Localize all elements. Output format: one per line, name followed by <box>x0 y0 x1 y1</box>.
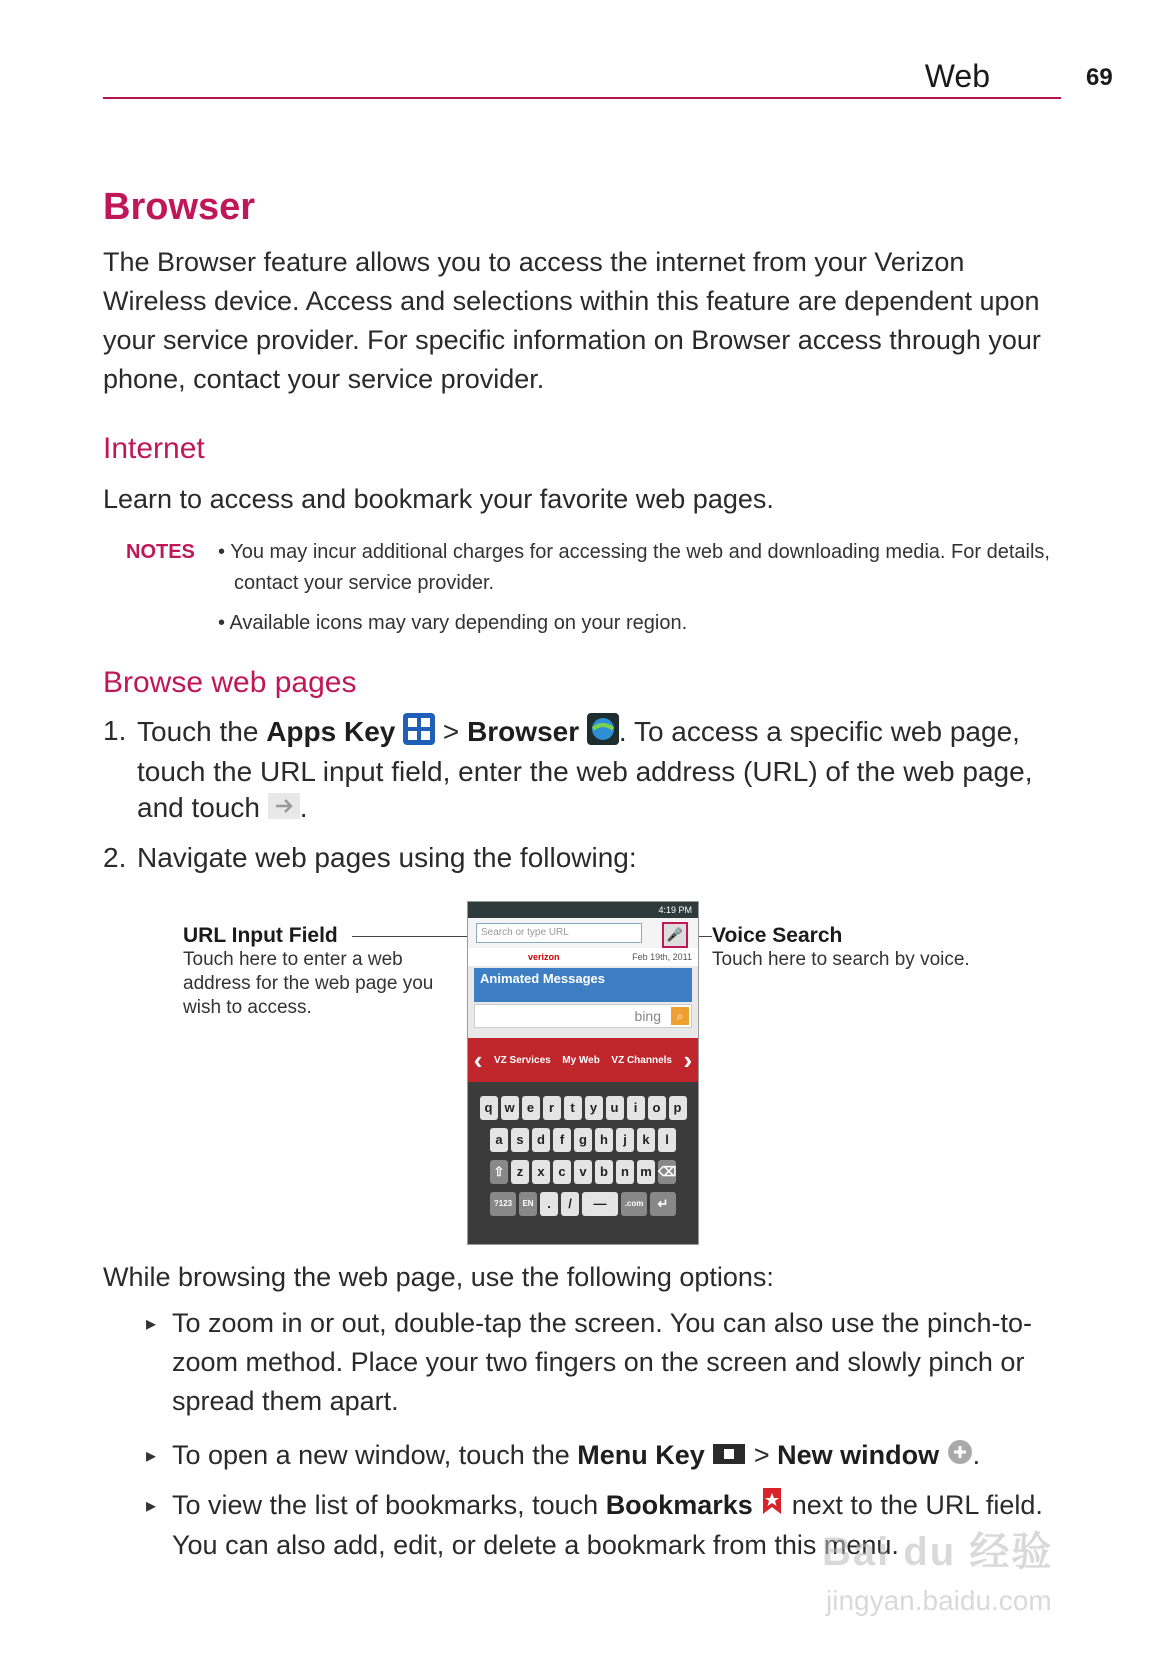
step-2-number: 2. <box>103 842 127 873</box>
note-item-2: • Available icons may vary depending on your region. <box>218 612 688 634</box>
step-1-text <box>137 713 1067 828</box>
portal-tab[interactable]: VZ Channels <box>611 1054 672 1066</box>
key[interactable]: p <box>669 1096 687 1120</box>
header-rule <box>103 97 1061 99</box>
voice-callout-text: Touch here to search by voice. <box>712 949 970 970</box>
key[interactable]: y <box>585 1096 603 1120</box>
key[interactable]: n <box>616 1160 634 1184</box>
options-lead: While browsing the web page, use the following options: <box>103 1262 774 1292</box>
bullet-arrow-icon: ▸ <box>146 1445 157 1467</box>
key[interactable]: j <box>616 1128 634 1152</box>
bookmarks-text: To view the list of bookmarks, touch <box>172 1490 606 1520</box>
new-window-text: To open a new window, touch the <box>172 1440 578 1470</box>
key[interactable]: q <box>480 1096 498 1120</box>
key[interactable]: l <box>658 1128 676 1152</box>
menu-key-label: Menu Key <box>577 1440 705 1470</box>
key[interactable]: t <box>564 1096 582 1120</box>
apps-grid-icon <box>403 713 435 754</box>
page-title: Browser <box>103 186 256 228</box>
voice-search-mic-icon[interactable]: 🎤 <box>662 922 688 948</box>
go-arrow-icon <box>268 792 300 828</box>
key[interactable]: b <box>595 1160 613 1184</box>
phone-screenshot <box>467 901 699 1245</box>
url-row <box>468 918 698 948</box>
watermark-url: jingyan.baidu.com <box>826 1585 1052 1616</box>
page-number: 69 <box>1086 64 1113 91</box>
key[interactable]: a <box>490 1128 508 1152</box>
key[interactable]: e <box>522 1096 540 1120</box>
carrier-brand: verizon <box>528 952 560 962</box>
space-key[interactable]: — <box>582 1192 618 1216</box>
step-1-end: . <box>299 792 308 823</box>
portal-tab[interactable]: My Web <box>562 1054 600 1066</box>
key[interactable]: m <box>637 1160 655 1184</box>
section-title: Web <box>924 58 990 94</box>
keyboard-row <box>470 1096 696 1120</box>
key[interactable]: z <box>511 1160 529 1184</box>
keyboard <box>468 1082 698 1245</box>
key[interactable]: u <box>606 1096 624 1120</box>
url-callout-text: Touch here to enter a web address for the web page you wish to access. <box>183 949 434 1018</box>
portal-tab[interactable]: VZ Services <box>493 1054 551 1066</box>
apps-key-label: Apps Key <box>266 715 396 747</box>
shift-key[interactable]: ⇧ <box>490 1160 508 1184</box>
keyboard-row <box>470 1192 696 1216</box>
key[interactable]: s <box>511 1128 529 1152</box>
new-window-separator: > <box>746 1440 778 1470</box>
bookmarks-rest: next to the URL field. You can also add, edit, or delete a bookmark from this menu. <box>172 1490 1043 1561</box>
browser-globe-icon <box>587 713 619 754</box>
chevron-right-icon[interactable]: › <box>683 1044 693 1075</box>
new-window-end: . <box>972 1440 981 1470</box>
step-1-rest: . To access a specific web page, touch the URL input field, enter the web address (URL) of the web page, and touch <box>137 715 1033 823</box>
watermark-logo: Bai du 经验 <box>822 1530 1054 1574</box>
key[interactable]: o <box>648 1096 666 1120</box>
key[interactable]: c <box>553 1160 571 1184</box>
carrier-row <box>468 948 698 966</box>
url-input-field[interactable]: Search or type URL <box>476 923 642 943</box>
voice-callout-title: Voice Search <box>712 924 843 947</box>
backspace-key[interactable]: ⌫ <box>658 1160 676 1184</box>
bookmark-icon <box>760 1487 784 1526</box>
new-window-option <box>172 1436 1072 1476</box>
chevron-left-icon[interactable]: ‹ <box>473 1044 483 1075</box>
keyboard-row <box>470 1128 696 1152</box>
zoom-option: To zoom in or out, double-tap the screen. You can also use the pinch-to-zoom method. Place your two fingers on the screen and slowly pinch or spread them apart. <box>172 1308 1033 1416</box>
enter-key[interactable]: ↵ <box>650 1192 676 1216</box>
search-go-icon[interactable]: ⌕ <box>671 1007 689 1025</box>
symbols-key[interactable]: ?123 <box>490 1192 516 1216</box>
browser-label: Browser <box>467 715 580 747</box>
key[interactable]: . <box>540 1192 558 1216</box>
step-1-number: 1. <box>103 715 127 746</box>
bing-logo: bing <box>634 1008 661 1024</box>
voice-callout <box>712 924 1032 972</box>
step-2-text: Navigate web pages using the following: <box>137 842 637 873</box>
key[interactable]: f <box>553 1128 571 1152</box>
key[interactable]: i <box>627 1096 645 1120</box>
browse-heading: Browse web pages <box>103 666 357 699</box>
key[interactable]: k <box>637 1128 655 1152</box>
bullet-arrow-icon: ▸ <box>146 1495 157 1517</box>
key[interactable]: w <box>501 1096 519 1120</box>
key[interactable]: v <box>574 1160 592 1184</box>
intro-paragraph: The Browser feature allows you to access the internet from your Verizon Wireless device. Access and selections within this feature are dependent upon your service provider. For specific information on Browser access through your phone, contact your service provider. <box>103 247 1041 394</box>
step-1-part: Touch the <box>137 715 267 747</box>
bookmarks-label: Bookmarks <box>605 1490 753 1520</box>
note-item-1: • You may incur additional charges for accessing the web and downloading media. For details, contact your service provider. <box>218 541 1050 594</box>
bing-search-box[interactable] <box>474 1004 692 1028</box>
page-date: Feb 19th, 2011 <box>632 952 692 962</box>
plus-circle-icon <box>947 1437 973 1476</box>
internet-heading: Internet <box>103 432 205 465</box>
keyboard-row <box>470 1160 696 1184</box>
bullet-arrow-icon: ▸ <box>146 1313 157 1335</box>
url-callout-title: URL Input Field <box>183 924 338 947</box>
key[interactable]: r <box>543 1096 561 1120</box>
url-callout <box>183 924 453 1020</box>
status-bar: 4:19 PM <box>468 902 698 918</box>
step-1-separator: > <box>435 715 468 747</box>
key[interactable]: / <box>561 1192 579 1216</box>
portal-nav-bar <box>468 1038 698 1082</box>
new-window-label: New window <box>777 1440 940 1470</box>
internet-text: Learn to access and bookmark your favorite web pages. <box>103 484 774 514</box>
promo-banner[interactable]: Animated Messages <box>474 968 692 1002</box>
key[interactable]: d <box>532 1128 550 1152</box>
key[interactable]: x <box>532 1160 550 1184</box>
key[interactable]: h <box>595 1128 613 1152</box>
key[interactable]: g <box>574 1128 592 1152</box>
language-key[interactable]: EN <box>519 1192 537 1216</box>
url-connector-line <box>352 936 474 937</box>
menu-key-icon <box>712 1437 746 1476</box>
dotcom-key[interactable]: .com <box>621 1192 647 1216</box>
notes-label: NOTES <box>126 541 195 563</box>
